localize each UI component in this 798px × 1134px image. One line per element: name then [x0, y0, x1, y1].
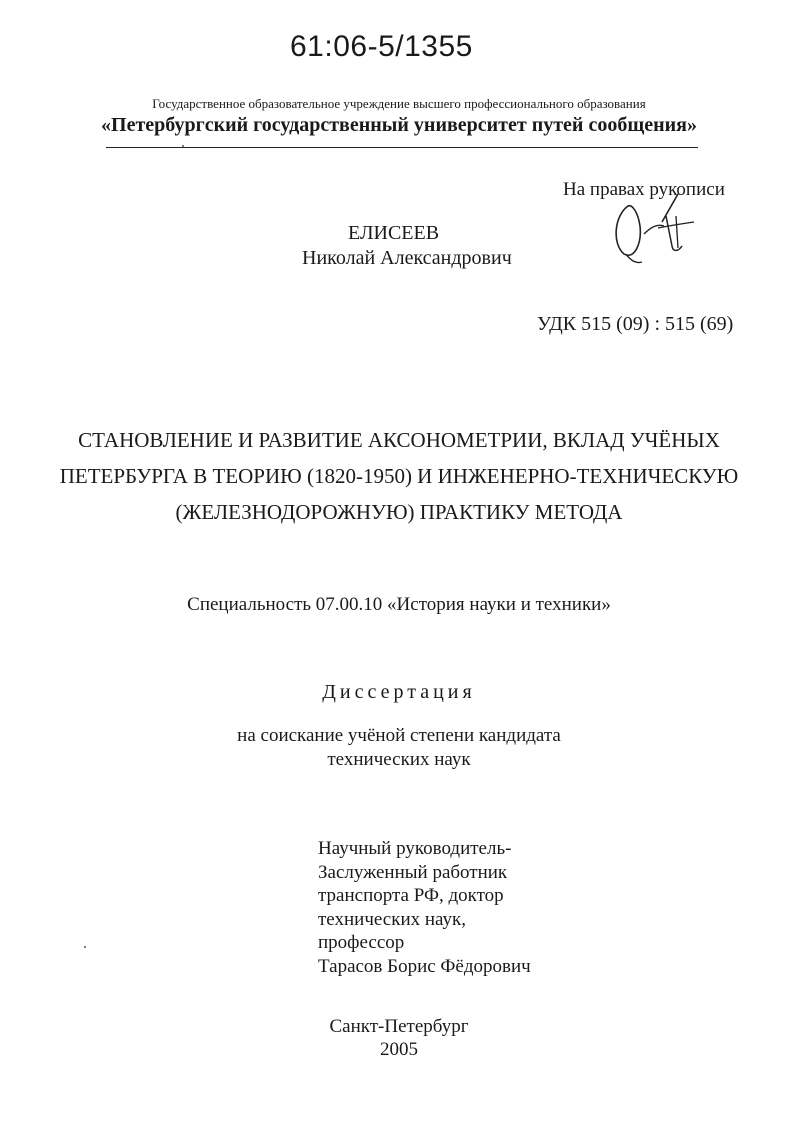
udk-code: УДК 515 (09) : 515 (69): [537, 313, 734, 335]
supervisor-line-3: транспорта РФ, доктор: [318, 885, 504, 906]
specialty: Специальность 07.00.10 «История науки и техники»: [187, 594, 611, 615]
supervisor-line-5: профессор: [318, 932, 405, 953]
work-type: Диссертация: [322, 681, 476, 703]
manuscript-rights: На правах рукописи: [563, 179, 725, 200]
degree-block: [0, 724, 798, 772]
supervisor-line-2: Заслуженный работник: [318, 861, 508, 883]
title-line-2: ПЕТЕРБУРГА В ТЕОРИЮ (1820-1950) И ИНЖЕНЕРНО-ТЕХНИЧЕСКУЮ: [59, 464, 739, 488]
degree-line-1: на соискание учёной степени кандидата: [237, 725, 561, 746]
year: 2005: [380, 1039, 418, 1060]
place-and-year: [0, 1015, 798, 1061]
supervisor-line-4: технических наук,: [318, 908, 466, 930]
author-name: Николай Александрович: [302, 247, 512, 269]
dissertation-title: [0, 422, 798, 530]
supervisor-block: [318, 837, 531, 978]
scan-speck: [84, 946, 86, 948]
signature-icon: [606, 186, 706, 266]
title-line-1: СТАНОВЛЕНИЕ И РАЗВИТИЕ АКСОНОМЕТРИИ, ВКЛАД УЧЁНЫХ: [78, 428, 720, 452]
header-divider: [106, 147, 698, 148]
degree-line-2: технических наук: [327, 749, 471, 770]
author-surname: ЕЛИСЕЕВ: [348, 222, 440, 244]
supervisor-line-6: Тарасов Борис Фёдорович: [318, 955, 531, 977]
institution-line: Государственное образовательное учреждение высшего профессионального образования: [152, 96, 646, 111]
supervisor-line-1: Научный руководитель-: [318, 838, 512, 859]
title-line-3: (ЖЕЛЕЗНОДОРОЖНУЮ) ПРАКТИКУ МЕТОДА: [175, 500, 623, 524]
archive-code: 61:06-5/1355: [290, 30, 473, 63]
university-name: «Петербургский государственный университет путей сообщения»: [101, 114, 697, 136]
scan-speck: [182, 145, 184, 147]
place: Санкт-Петербург: [329, 1016, 469, 1037]
